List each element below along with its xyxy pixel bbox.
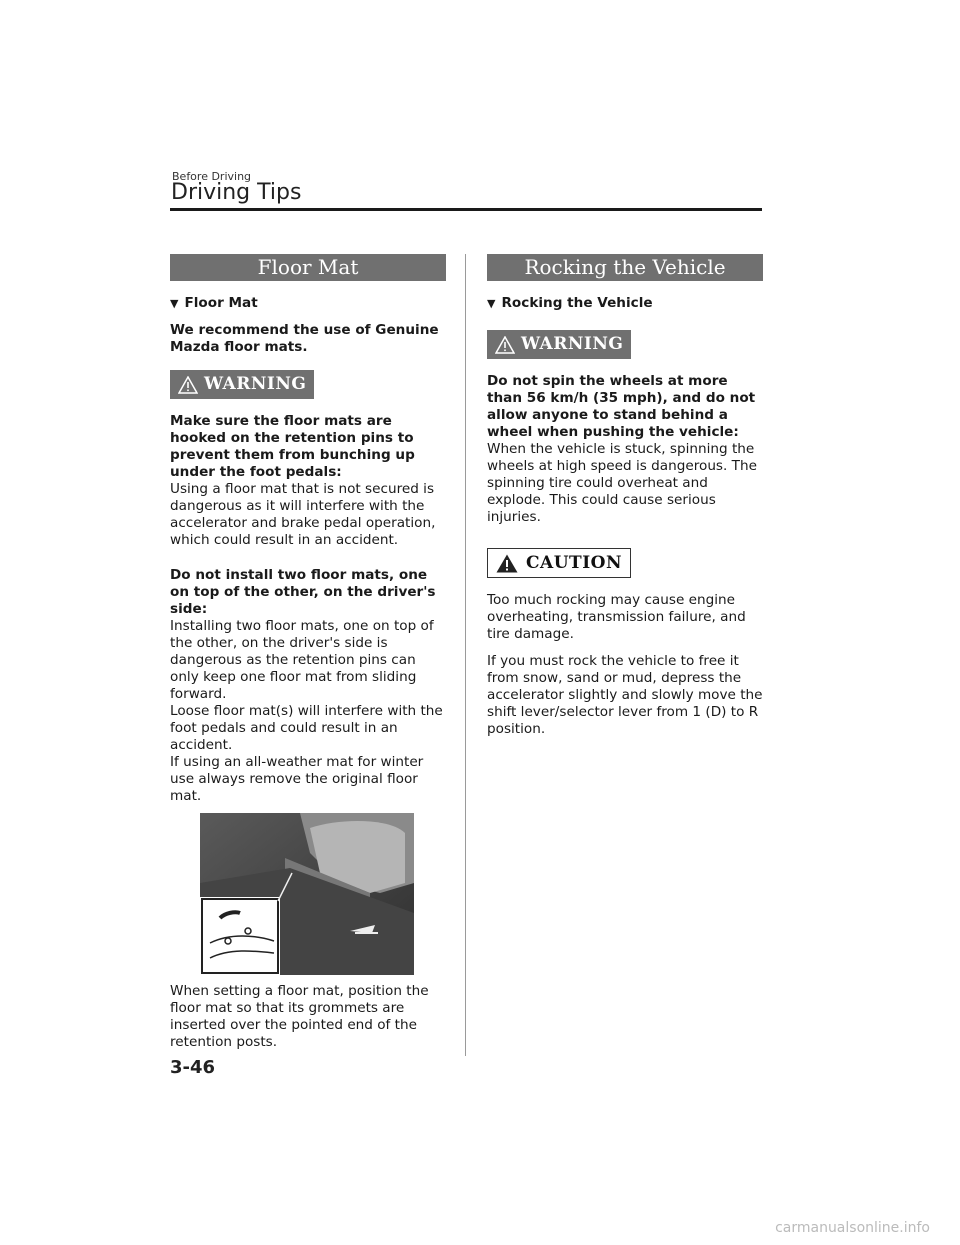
caution-badge bbox=[487, 548, 631, 578]
warning-badge bbox=[170, 370, 314, 399]
warning-label: WARNING bbox=[204, 374, 307, 394]
caution-text: Too much rocking may cause engine overheating, transmission failure, and tire damage. bbox=[487, 592, 746, 642]
caution-label: CAUTION bbox=[526, 552, 622, 573]
section-label: Before Driving bbox=[172, 170, 252, 183]
warning-1-text: Using a floor mat that is not secured is dangerous as it will interfere with the accelerator and brake pedal operation, which could result in an accident. bbox=[170, 481, 436, 548]
warning-label: WARNING bbox=[521, 334, 624, 354]
page-title: Driving Tips bbox=[171, 180, 302, 205]
watermark: carmanualsonline.info bbox=[775, 1220, 930, 1236]
column-divider bbox=[465, 254, 466, 1056]
rocking-subhead bbox=[487, 295, 763, 312]
subhead-label: Rocking the Vehicle bbox=[501, 295, 653, 311]
rocking-warning-text: When the vehicle is stuck, spinning the wheels at high speed is dangerous. The spinning tire could overheat and explode. This could cause serious injuries. bbox=[487, 441, 757, 525]
floor-mat-illustration bbox=[200, 813, 414, 975]
warning-2-text-1: Installing two floor mats, one on top of the other, on the driver's side is dangerous as the retention pins can only keep one floor mat from sliding forward. bbox=[170, 618, 434, 702]
warning-2-text-3: If using an all-weather mat for winter use always remove the original floor mat. bbox=[170, 754, 424, 804]
rocking-heading: Rocking the Vehicle bbox=[487, 254, 763, 281]
warning-badge bbox=[487, 330, 631, 359]
caution-icon bbox=[496, 554, 518, 573]
warning-icon bbox=[495, 336, 515, 354]
floor-mat-subhead bbox=[170, 295, 446, 312]
rocking-body-text: If you must rock the vehicle to free it from snow, sand or mud, depress the accelerator slightly and slowly move the shift lever/selector lever from 1 (D) to R position. bbox=[487, 653, 763, 737]
floor-mat-heading: Floor Mat bbox=[170, 254, 446, 281]
subhead-label: Floor Mat bbox=[184, 295, 258, 311]
rocking-warning-bold: Do not spin the wheels at more than 56 km/h (35 mph), and do not allow anyone to stand behind a wheel when pushing the vehicle: bbox=[487, 373, 756, 440]
right-column bbox=[487, 254, 763, 748]
warning-2-text-2: Loose floor mat(s) will interfere with the foot pedals and could result in an accident. bbox=[170, 703, 443, 753]
triangle-down-icon: ▼ bbox=[487, 297, 496, 310]
triangle-down-icon: ▼ bbox=[170, 297, 179, 310]
header-rule bbox=[170, 208, 762, 211]
page-number: 3-46 bbox=[170, 1057, 216, 1078]
left-column bbox=[170, 254, 446, 1061]
warning-icon bbox=[178, 376, 198, 394]
warning-2-bold: Do not install two floor mats, one on top of the other, on the driver's side: bbox=[170, 567, 436, 617]
intro-text: We recommend the use of Genuine Mazda floor mats. bbox=[170, 322, 439, 355]
figure-caption: When setting a floor mat, position the floor mat so that its grommets are inserted over the pointed end of the retention posts. bbox=[170, 983, 429, 1050]
warning-1-bold: Make sure the floor mats are hooked on the retention pins to prevent them from bunching up under the foot pedals: bbox=[170, 413, 415, 480]
